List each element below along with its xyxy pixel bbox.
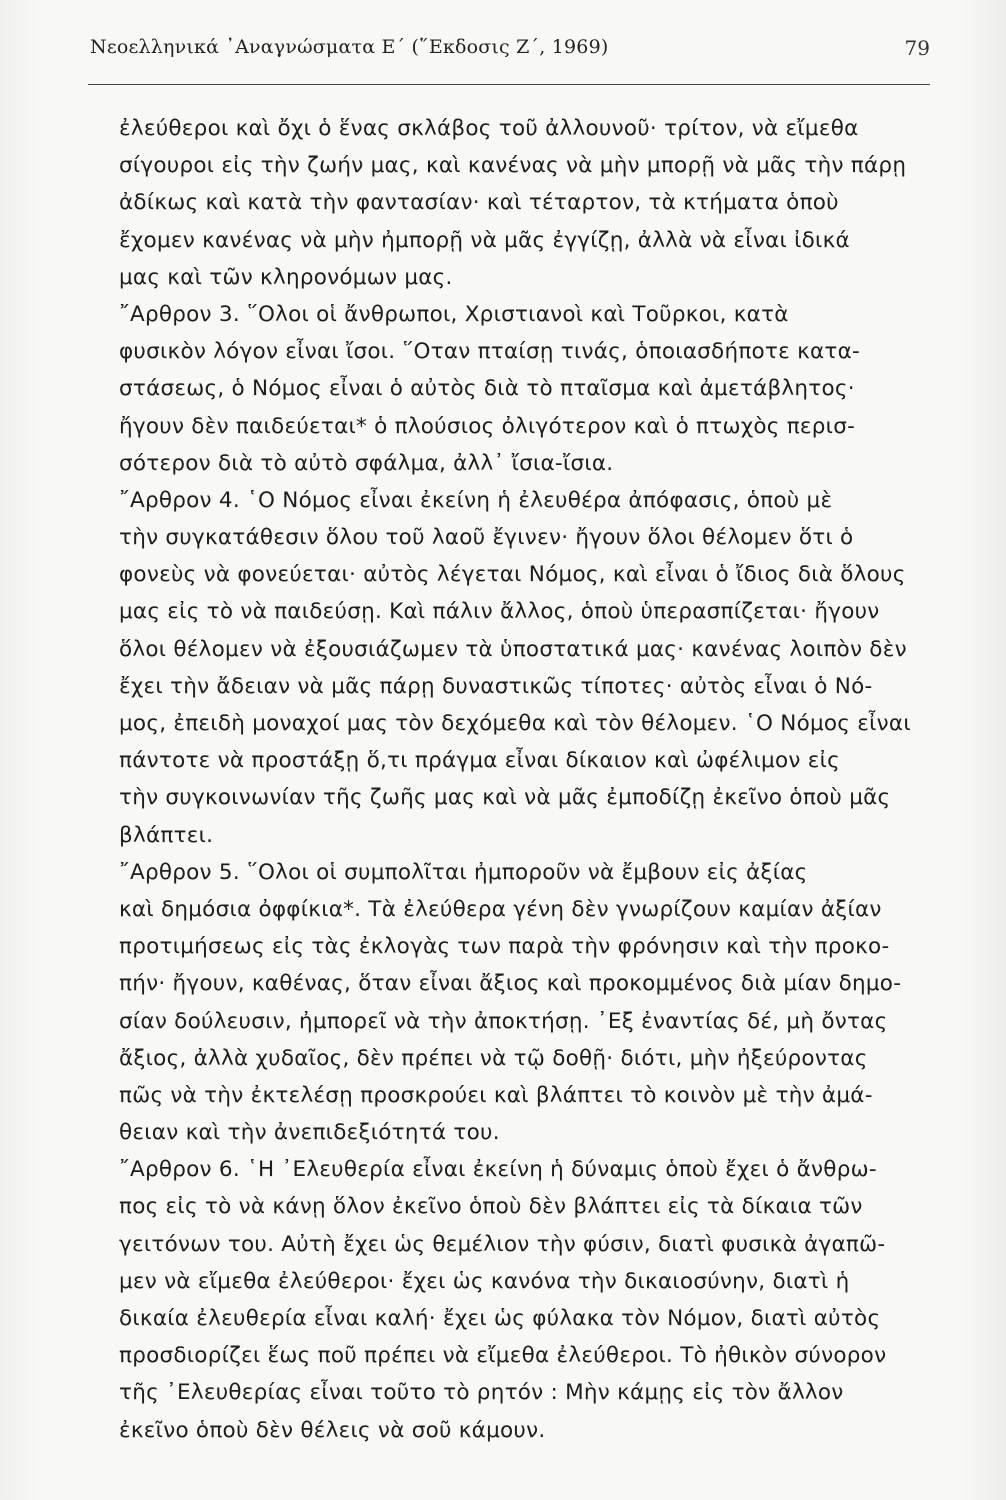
article-5-start: ῎Αρθρον 5. ῞Ολοι οἱ συμπολῖται ἠμποροῦν νὰ ἔμβουν εἰς ἀξίας [119,859,808,885]
text-line: ἔχομεν κανένας νὰ μὴν ἠμπορῇ νὰ μᾶς ἐγγίζῃ, ἀλλὰ νὰ εἶναι ἰδικά [119,227,850,253]
article-3-start: ῎Αρθρον 3. ῞Ολοι οἱ ἄνθρωποι, Χριστιανοὶ καὶ Τοῦρκοι, κατὰ [119,301,789,327]
text-line: μος, ἐπειδὴ μοναχοί μας τὸν δεχόμεθα καὶ τὸν θέλομεν. ῾Ο Νόμος εἶναι [119,711,911,736]
text-line: προσδιορίζει ἕως ποῦ πρέπει νὰ εἴμεθα ἐλεύθεροι. Τὸ ἠθικὸν σύνορον [119,1343,887,1369]
text-line: ἐκεῖνο ὁποὺ δὲν θέλεις νὰ σοῦ κάμουν. [119,1417,546,1443]
text-line: βλάπτει. [119,822,214,848]
text-line: δικαία ἐλευθερία εἶναι καλή· ἔχει ὡς φύλακα τὸν Νόμον, διατὶ αὐτὸς [119,1306,881,1331]
body-text [119,110,951,1449]
text-line: τὴν συγκατάθεσιν ὅλου τοῦ λαοῦ ἔγινεν· ἤγουν ὅλοι θέλομεν ὅτι ὁ [119,525,854,551]
text-line: μας καὶ τῶν κληρονόμων μας. [119,264,453,290]
text-line: πος εἰς τὸ νὰ κάνῃ ὅλον ἐκεῖνο ὁποὺ δὲν βλάπτει εἰς τὰ δίκαια τῶν [119,1194,863,1220]
page-number: 79 [904,36,930,60]
text-line: ἤγουν δὲν παιδεύεται* ὁ πλούσιος ὀλιγότερον καὶ ὁ πτωχὸς περισ- [119,413,856,439]
text-line: θειαν καὶ τὴν ἀνεπιδεξιότητά του. [119,1120,500,1146]
text-line: σότερον διὰ τὸ αὐτὸ σφάλμα, ἀλλ᾿ ἴσια-ἴσια. [119,450,614,476]
text-line: πάντοτε νὰ προστάξῃ ὅ,τι πράγμα εἶναι δίκαιον καὶ ὠφέλιμον εἰς [119,748,840,774]
article-6-start: ῎Αρθρον 6. ῾Η ᾿Ελευθερία εἶναι ἐκείνη ἡ δύναμις ὁποὺ ἔχει ὁ ἄνθρω- [119,1157,877,1183]
text-line: ἄξιος, ἀλλὰ χυδαῖος, δὲν πρέπει νὰ τῷ δοθῇ· διότι, μὴν ἠξεύροντας [119,1045,868,1071]
text-line: στάσεως, ὁ Νόμος εἶναι ὁ αὐτὸς διὰ τὸ πταῖσμα καὶ ἀμετάβλητος· [119,376,855,402]
article-4-start: ῎Αρθρον 4. ῾Ο Νόμος εἶναι ἐκείνη ἡ ἐλευθέρα ἀπόφασις, ὁποὺ μὲ [119,487,833,513]
text-line: ὅλοι θέλομεν νὰ ἐξουσιάζωμεν τὰ ὑποστατικά μας· κανένας λοιπὸν δὲν [119,636,907,662]
text-line: ἐλεύθεροι καὶ ὄχι ὁ ἕνας σκλάβος τοῦ ἀλλουνοῦ· τρίτον, νὰ εἴμεθα [119,116,859,141]
text-line: πῶς νὰ τὴν ἐκτελέσῃ προσκρούει καὶ βλάπτει τὸ κοινὸν μὲ τὴν ἀμά- [119,1082,873,1108]
text-line: μας εἰς τὸ νὰ παιδεύσῃ. Καὶ πάλιν ἄλλος, ὁποὺ ὑπερασπίζεται· ἤγουν [119,599,880,625]
text-line: ἀδίκως καὶ κατὰ τὴν φαντασίαν· καὶ τέταρτον, τὰ κτήματα ὁποὺ [119,190,839,216]
text-line: σίγουροι εἰς τὴν ζωήν μας, καὶ κανένας νὰ μὴν μπορῇ νὰ μᾶς τὴν πάρῃ [119,153,907,179]
text-line: μεν νὰ εἴμεθα ἐλεύθεροι· ἔχει ὡς κανόνα τὴν δικαιοσύνην, διατὶ ἡ [119,1268,850,1294]
page-header [90,36,930,70]
text-line: γειτόνων του. Αὐτὴ ἔχει ὡς θεμέλιον τὴν φύσιν, διατὶ φυσικὰ ἀγαπῶ- [119,1231,886,1257]
text-line: ἔχει τὴν ἄδειαν νὰ μᾶς πάρῃ δυναστικῶς τίποτες· αὐτὸς εἶναι ὁ Νό- [119,673,873,699]
running-head: Νεοελληνικά ᾿Αναγνώσματα Ε΄ (῞Εκδοσις Ζ΄, 1969) [90,36,609,58]
text-line: σίαν δούλευσιν, ἠμπορεῖ νὰ τὴν ἀποκτήσῃ. ᾿Εξ ἐναντίας δέ, μὴ ὄντας [119,1008,888,1034]
text-line: φυσικὸν λόγον εἶναι ἴσοι. ῞Οταν πταίσῃ τινάς, ὁποιασδήποτε κατα- [119,339,861,365]
text-line: πήν· ἤγουν, καθένας, ὅταν εἶναι ἄξιος καὶ προκομμένος διὰ μίαν δημο- [119,971,902,997]
text-line: καὶ δημόσια ὀφφίκια*. Τὰ ἐλεύθερα γένη δὲν γνωρίζουν καμίαν ἀξίαν [119,896,882,922]
text-line: τὴν συγκοινωνίαν τῆς ζωῆς μας καὶ νὰ μᾶς ἐμποδίζῃ ἐκεῖνο ὁποὺ μᾶς [119,785,891,811]
text-line: φονεὺς νὰ φονεύεται· αὐτὸς λέγεται Νόμος, καὶ εἶναι ὁ ἴδιος διὰ ὅλους [119,562,906,588]
text-line: προτιμήσεως εἰς τὰς ἐκλογὰς των παρὰ τὴν φρόνησιν καὶ τὴν προκο- [119,934,890,960]
text-line: τῆς ᾿Ελευθερίας εἶναι τοῦτο τὸ ρητόν : Μὴν κάμῃς εἰς τὸν ἄλλον [119,1380,844,1406]
header-rule [88,84,930,85]
